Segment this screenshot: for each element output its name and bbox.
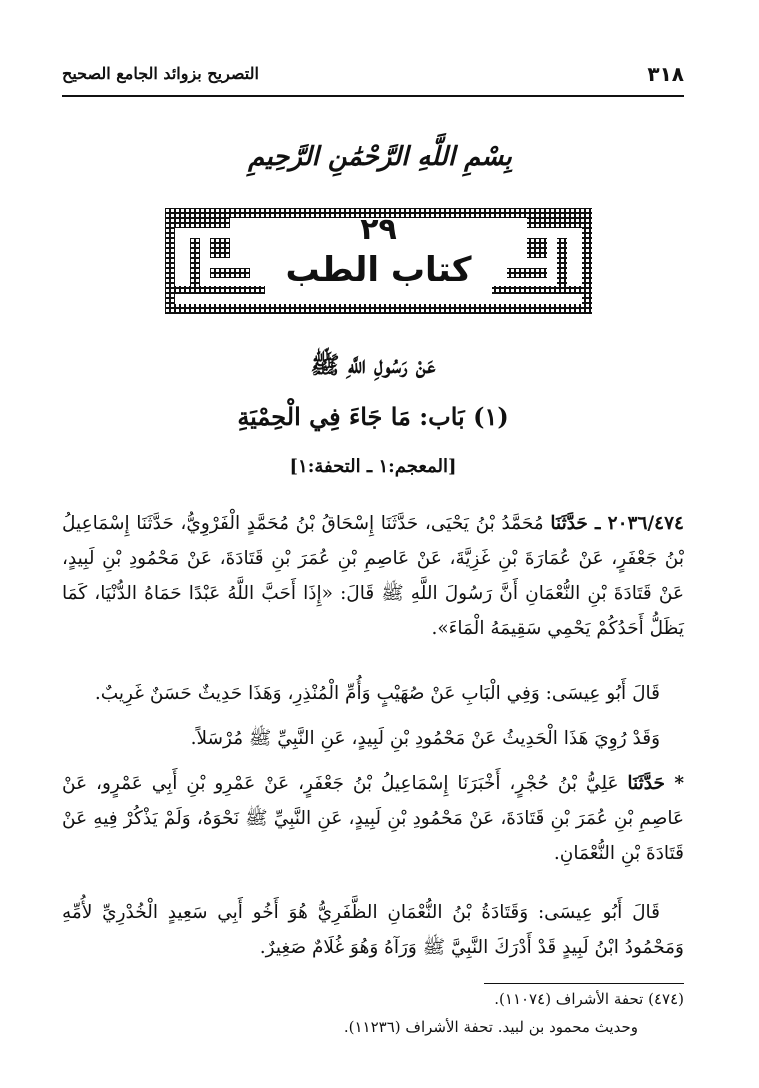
hadith-number-lead: ٢٠٣٦/٤٧٤ ـ حَدَّثَنَا bbox=[550, 513, 684, 534]
commentary-paragraph: قَالَ أَبُو عِيسَى: وَفِي الْبَابِ عَنْ صُهَيْبٍ وَأُمِّ الْمُنْذِرِ، وَهَذَا حَدِيثٌ حَسَنٌ غَرِيبٌ. bbox=[94, 683, 660, 704]
page-number: ٣١٨ bbox=[647, 62, 684, 86]
chain-lead: * حَدَّثَنَا bbox=[627, 773, 685, 794]
page-header bbox=[62, 62, 684, 92]
chain-paragraph bbox=[62, 766, 684, 871]
footnote: وحديث محمود بن لبيد. تحفة الأشراف (١١٢٣٦). bbox=[343, 1018, 638, 1036]
commentary-paragraph: قَالَ أَبُو عِيسَى: وَقَتَادَةُ بْنُ النُّعْمَانِ الظَّفَرِيُّ هُوَ أَخُو أَبِي سَعِيدٍ الْخُدْرِيِّ لأُمِّهِ وَمَحْمُودُ ابْنُ لَبِيدٍ قَدْ أَدْرَكَ النَّبِيَّ ﷺ وَرَآهُ وَهُوَ غُلَامٌ صَغِيرٌ. bbox=[62, 902, 684, 958]
chapter-banner bbox=[165, 208, 592, 314]
footnote: (٤٧٤) تحفة الأشراف (١١٠٧٤). bbox=[494, 990, 684, 1008]
hadith-text: مُحَمَّدُ بْنُ يَحْيَى، حَدَّثَنَا إِسْحَاقُ بْنُ مُحَمَّدٍ الْفَرْوِيُّ، حَدَّثَنَا إِسْمَاعِيلُ بْنُ جَعْفَرٍ، عَنْ عُمَارَةَ بْنِ غَزِيَّةَ، عَنْ عَاصِمِ بْنِ عُمَرَ بْنِ قَتَادَةَ، عَنْ مَحْمُودِ بْنِ لَبِيدٍ، عَنْ قَتَادَةَ بْنِ النُّعْمَانِ أَنَّ رَسُولَ اللَّهِ ﷺ قَالَ: «إِذَا أَحَبَّ اللَّهُ عَبْدًا حَمَاهُ الدُّنْيَا، كَمَا يَظَلُّ أَحَدُكُمْ يَحْمِي سَقِيمَهُ الْمَاءَ». bbox=[62, 513, 684, 639]
bab-heading: (١) بَاب: مَا جَاءَ فِي الْحِمْيَةِ bbox=[237, 402, 509, 431]
hadith-paragraph bbox=[62, 506, 684, 646]
chapter-title: كتاب الطب bbox=[285, 250, 472, 290]
running-title: التصريح بزوائد الجامع الصحيح bbox=[62, 64, 259, 83]
reference-line: [المعجم:١ ـ التحفة:١] bbox=[289, 456, 457, 477]
header-rule bbox=[62, 95, 684, 97]
chapter-number: ٢٩ bbox=[360, 212, 397, 247]
commentary-paragraph: وَقَدْ رُوِيَ هَذَا الْحَدِيثُ عَنْ مَحْمُودِ بْنِ لَبِيدٍ، عَنِ النَّبِيِّ ﷺ مُرْسَلاً. bbox=[190, 728, 660, 749]
from-messenger-heading: عَنْ رَسُولِ اللَّهِ ﷺ bbox=[310, 350, 436, 379]
footnote-rule bbox=[484, 983, 684, 984]
basmala-calligraphy: بِسْمِ اللَّهِ الرَّحْمَٰنِ الرَّحِيمِ bbox=[248, 142, 512, 172]
chain-text: عَلِيُّ بْنُ حُجْرٍ، أَخْبَرَنَا إِسْمَاعِيلُ بْنُ جَعْفَرٍ، عَنْ عَمْرِو بْنِ أَبِي عَمْرٍو، عَنْ عَاصِمِ بْنِ عُمَرَ بْنِ قَتَادَةَ، عَنْ مَحْمُودِ بْنِ لَبِيدٍ، عَنِ النَّبِيِّ ﷺ نَحْوَهُ، وَلَمْ يَذْكُرْ فِيهِ عَنْ قَتَادَةَ بْنِ النُّعْمَانِ. bbox=[62, 773, 684, 864]
